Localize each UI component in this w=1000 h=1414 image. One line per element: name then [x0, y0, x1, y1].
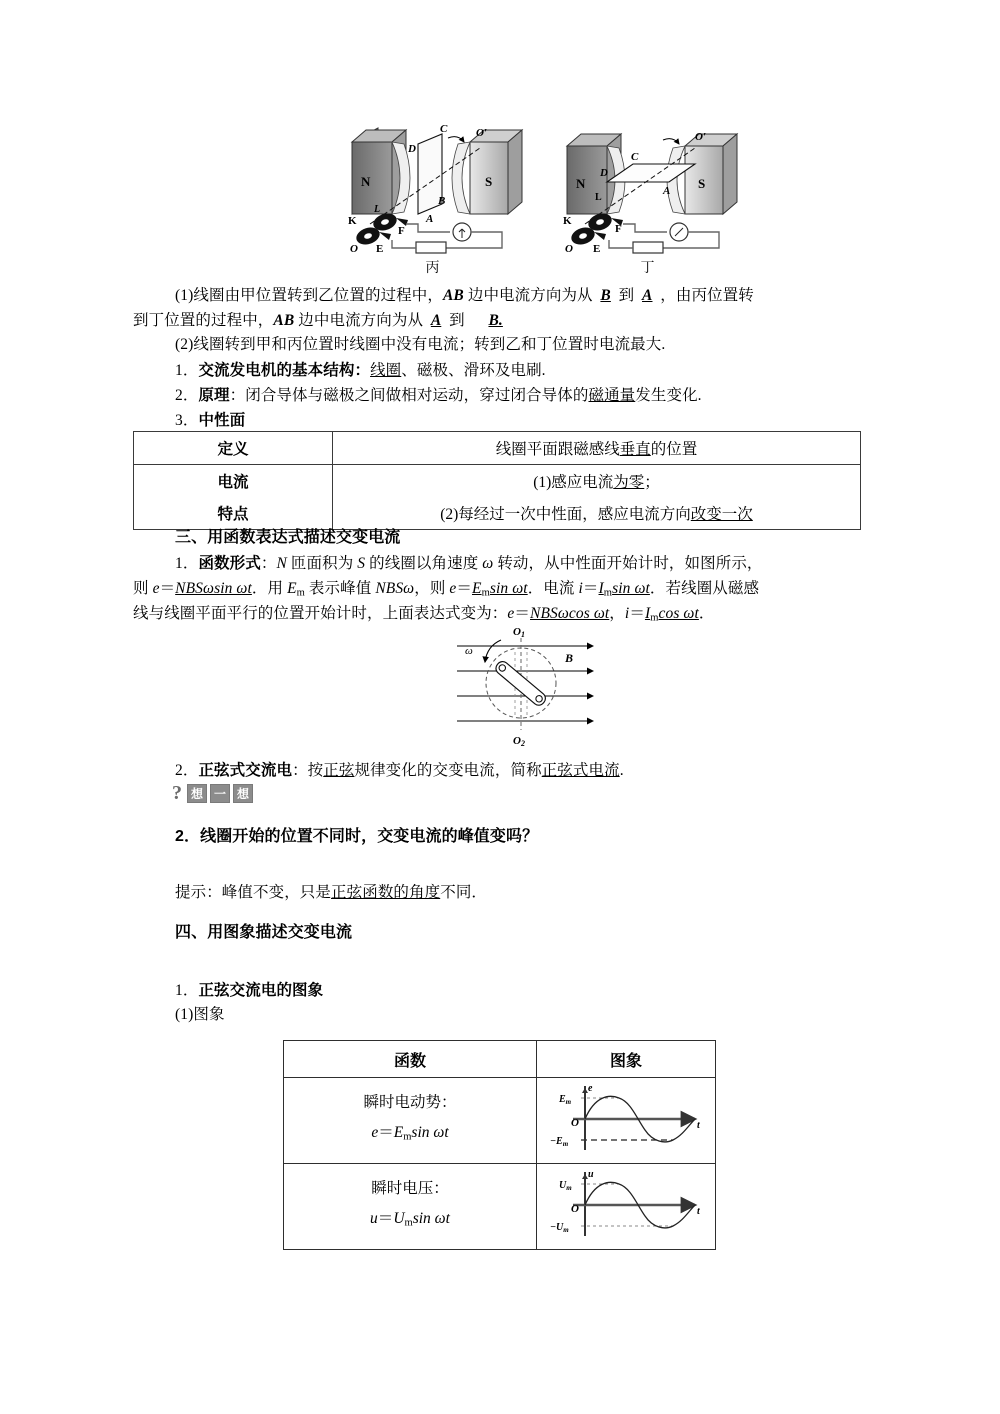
- paragraph-2: (2)线圈转到甲和丙位置时线圈中没有电流；转到乙和丁位置时电流最大.: [175, 336, 666, 353]
- think-question: 2．线圈开始的位置不同时，交变电流的峰值变吗？: [175, 828, 539, 845]
- feature1-text-b: ；: [644, 474, 660, 491]
- voltage-trough-label: $-U_m$: [550, 1222, 569, 1234]
- svg-text:N: N: [576, 176, 586, 191]
- gen-item3-label: 中性面: [198, 412, 246, 429]
- emf-amp: E: [393, 1124, 404, 1142]
- figure-ding-caption: 丁: [640, 259, 655, 275]
- sine-label: 正弦式交流电: [198, 762, 293, 779]
- s3-l2-expr1: NBSωsin ωt: [175, 580, 252, 597]
- s3-l2-e2: e: [449, 580, 457, 597]
- voltage-sub: m: [404, 1217, 413, 1229]
- answer-blank-1: B: [600, 287, 611, 304]
- s3-l2-expr2-head: E: [472, 580, 482, 597]
- table-row-feature-1: [134, 465, 861, 498]
- s3-l1-S: S: [357, 555, 366, 572]
- svg-text:C: C: [631, 151, 639, 163]
- header-graph: 图象: [537, 1041, 716, 1078]
- section-4-heading: 四、用图象描述交变电流: [175, 924, 353, 941]
- s3-l3-i: i: [624, 605, 630, 622]
- gen-item2-label: 原理: [198, 387, 230, 404]
- feature2-text-a: (2)每经过一次中性面，感应电流方向: [440, 506, 691, 523]
- cell-feature-value-2: [333, 497, 861, 530]
- voltage-tail: sin ωt: [412, 1210, 450, 1228]
- sine-answer-2: 正弦式电流: [541, 762, 620, 779]
- generator-item-1: [175, 358, 546, 383]
- p1-text-b: 边中电流方向为从: [463, 287, 593, 304]
- s3-l1-label: 函数形式: [198, 555, 261, 572]
- figure-ding: [545, 112, 750, 277]
- s4-item1-num: 1．: [175, 982, 199, 999]
- p1-l2-text-c: 到: [449, 312, 465, 329]
- s3-l3-comma: ，: [609, 605, 625, 622]
- generator-figures: [330, 112, 750, 277]
- feature1-answer: 为零: [613, 474, 645, 491]
- s3-l3-e: e: [507, 605, 515, 622]
- voltage-origin-label: O: [571, 1203, 579, 1215]
- svg-text:K: K: [348, 215, 357, 227]
- svg-text:O′: O′: [476, 127, 488, 139]
- s3-l1-b: 匝面积为: [286, 555, 358, 572]
- gen-item1-label: 交流发电机的基本结构：: [198, 362, 371, 379]
- s3-l3-expr1: NBSωcos ωt: [530, 605, 610, 622]
- sine-text-b: 规律变化的交变电流，简称: [354, 762, 542, 779]
- svg-text:B: B: [438, 195, 446, 207]
- think-badge: [172, 783, 253, 803]
- table-row-voltage: [284, 1164, 716, 1250]
- svg-text:C: C: [440, 123, 448, 135]
- def-text-a: 线圈平面跟磁感线: [495, 441, 620, 458]
- neutral-plane-table: [133, 431, 861, 530]
- voltage-x-axis-label: t: [697, 1206, 700, 1217]
- s3-l3-eq1: ＝: [514, 605, 530, 622]
- s3-l1-num: 1．: [175, 555, 199, 572]
- hint-text-a: 提示：峰值不变，只是: [175, 884, 332, 901]
- paragraph-1-line-2: [133, 308, 527, 333]
- s3-l3-eq2: ＝: [629, 605, 645, 622]
- gen-item2-text-b: 发生变化.: [635, 387, 702, 404]
- section-3-line-3: [133, 601, 715, 631]
- cell-emf-graph: [537, 1078, 716, 1164]
- hint-text-b: 不同．: [440, 884, 488, 901]
- emf-trough-label: $-E_m$: [550, 1136, 569, 1148]
- emf-eq: ＝: [378, 1124, 394, 1142]
- cell-feature-value-1: [333, 465, 861, 498]
- think-hint: [175, 880, 487, 905]
- p1-l2-text-b: 边中电流方向为从: [294, 312, 424, 329]
- s3-l2-NBSw: NBSω: [375, 580, 415, 597]
- s3-l1-N: N: [276, 555, 287, 572]
- voltage-formula: [285, 1204, 535, 1239]
- s3-l2-expr2-tail: sin ωt: [489, 580, 528, 597]
- coil-O2-label: O2: [513, 735, 525, 746]
- coil-rotation-svg: [443, 624, 623, 746]
- coil-rotation-figure: [443, 624, 623, 746]
- s3-l2-g: ．若线圈从磁感: [649, 580, 760, 597]
- figure-ding-svg: [545, 112, 750, 262]
- section-3-line-1: [175, 551, 763, 576]
- s3-l2-b: ．用: [251, 580, 288, 597]
- svg-text:D: D: [408, 143, 416, 155]
- coil-O1-label: O1: [513, 626, 525, 639]
- s3-l2-d: ，则: [414, 580, 450, 597]
- figure-bing-svg: [330, 112, 535, 262]
- svg-text:L: L: [595, 192, 602, 203]
- gen-item1-num: 1．: [175, 362, 199, 379]
- voltage-eq: ＝: [377, 1210, 394, 1228]
- section-4-item-2: (1)图象: [175, 1006, 225, 1023]
- sine-text-c: .: [619, 762, 624, 779]
- function-graph-table: [283, 1040, 716, 1250]
- emf-name: 瞬时电动势：: [363, 1094, 457, 1112]
- svg-text:N: N: [361, 174, 371, 189]
- emf-sub: m: [403, 1131, 412, 1143]
- voltage-y-axis-label: u: [588, 1169, 594, 1180]
- s3-l2-expr2-sub: m: [481, 587, 490, 599]
- emf-origin-label: O: [571, 1117, 579, 1129]
- generator-item-2: [175, 383, 702, 408]
- cell-emf-function: [284, 1078, 537, 1164]
- gen-item2-num: 2．: [175, 387, 199, 404]
- svg-text:O: O: [350, 243, 358, 255]
- def-text-b: 的位置: [650, 441, 698, 458]
- svg-text:K: K: [563, 215, 572, 227]
- s3-l2-eq3: ＝: [582, 580, 599, 597]
- think-cell-2: 一: [210, 784, 230, 803]
- sine-num: 2．: [175, 762, 199, 779]
- answer-blank-3: A: [430, 312, 442, 329]
- p1-l2-text-a: 到丁位置的过程中，: [133, 312, 274, 329]
- svg-text:D: D: [600, 167, 608, 179]
- table-row-emf: [284, 1078, 716, 1164]
- p1-ab-label: AB: [442, 287, 464, 304]
- emf-sine-graph: [537, 1078, 715, 1158]
- p1-l2-ab-label: AB: [273, 312, 295, 329]
- s3-l2-eq2: ＝: [456, 580, 472, 597]
- s3-l2-Em-sub: m: [296, 587, 305, 599]
- hint-answer: 正弦函数的角度: [331, 884, 441, 901]
- emf-peak-label: $E_m$: [559, 1094, 572, 1106]
- feature2-answer: 改变一次: [690, 506, 753, 523]
- cell-voltage-graph: [537, 1164, 716, 1250]
- svg-text:E: E: [376, 243, 384, 255]
- cell-definition-value: [333, 432, 861, 465]
- s3-l2-e: e: [152, 580, 160, 597]
- generator-item-3: [175, 408, 245, 433]
- svg-text:F: F: [398, 225, 405, 237]
- cell-feature-label-2: 特点: [134, 497, 333, 530]
- voltage-sine-graph: [537, 1164, 715, 1244]
- figure-bing: [330, 112, 535, 277]
- coil-B-label: B: [565, 651, 574, 665]
- sine-ac-line: [175, 758, 624, 783]
- svg-text:S: S: [485, 174, 493, 189]
- s3-l2-Em: E: [287, 580, 297, 597]
- s4-item1-label: 正弦交流电的图象: [198, 982, 324, 999]
- emf-x-axis-label: t: [697, 1120, 700, 1131]
- s3-l1-a: ：: [260, 555, 277, 572]
- sine-answer-1: 正弦: [323, 762, 355, 779]
- svg-text:E: E: [593, 243, 601, 255]
- svg-text:O′: O′: [695, 131, 707, 143]
- gen-item1-rest: 、磁极、滑环及电刷.: [401, 362, 546, 379]
- gen-item2-text-a: ：闭合导体与磁极之间做相对运动，穿过闭合导体的: [229, 387, 589, 404]
- svg-text:L: L: [374, 204, 381, 215]
- svg-text:A: A: [426, 213, 434, 225]
- think-cell-1: 想: [187, 784, 207, 803]
- cell-definition-label: 定义: [134, 432, 333, 465]
- s3-l2-expr3-head: I: [598, 580, 604, 597]
- table-header-row: [284, 1041, 716, 1078]
- def-answer: 垂直: [619, 441, 651, 458]
- voltage-var: u: [370, 1210, 378, 1228]
- emf-var: e: [371, 1124, 379, 1142]
- s3-l3-expr2-head: I: [644, 605, 651, 622]
- p1-text-d: ，由丙位置转: [660, 287, 754, 304]
- think-cell-3: 想: [233, 784, 253, 803]
- question-mark-icon: ?: [172, 782, 182, 804]
- svg-text:S: S: [698, 176, 706, 191]
- p1-text-a: (1)线圈由甲位置转到乙位置的过程中，: [175, 287, 443, 304]
- s3-l3-a: 线与线圈平面平行的位置开始计时，上面表达式变为：: [133, 605, 508, 622]
- header-function: 函数: [284, 1041, 537, 1078]
- cell-voltage-function: [284, 1164, 537, 1250]
- paragraph-1-line-1: [175, 283, 754, 308]
- s3-l2-expr3-tail: sin ωt: [612, 580, 650, 597]
- s3-l3-expr2-tail: cos ωt: [658, 605, 699, 622]
- voltage-name: 瞬时电压：: [371, 1180, 449, 1198]
- s3-l2-eq1: ＝: [159, 580, 176, 597]
- s3-l2-a: 则: [133, 580, 153, 597]
- emf-tail: sin ωt: [411, 1124, 449, 1142]
- section-3-heading: 三、用函数表达式描述交变电流: [175, 529, 401, 546]
- s3-l2-i: i: [578, 580, 583, 597]
- s3-l2-f: ．电流: [527, 580, 579, 597]
- s3-l1-omega: ω: [482, 555, 494, 572]
- answer-blank-2: A: [642, 287, 653, 304]
- table-row-definition: [134, 432, 861, 465]
- s3-l1-c: 的线圈以角速度: [365, 555, 483, 572]
- s3-l3-expr2-sub: m: [650, 612, 659, 624]
- svg-text:F: F: [615, 223, 622, 235]
- s3-l2-expr3-sub: m: [603, 587, 613, 599]
- s3-l1-d: 转动，从中性面开始计时，如图所示，: [493, 555, 763, 572]
- sine-text-a: ：按: [292, 762, 324, 779]
- emf-formula: [285, 1118, 535, 1153]
- answer-blank-4: B.: [488, 312, 503, 329]
- voltage-amp: U: [393, 1210, 405, 1228]
- s3-l3-period: ．: [698, 605, 715, 622]
- gen-item2-answer: 磁通量: [588, 387, 636, 404]
- figure-bing-caption: 丙: [425, 259, 440, 275]
- svg-text:O: O: [565, 243, 573, 255]
- svg-text:A: A: [663, 185, 671, 197]
- cell-feature-label-1: 电流: [134, 465, 333, 498]
- s3-l2-c: 表示峰值: [304, 580, 376, 597]
- gen-item3-num: 3．: [175, 412, 199, 429]
- coil-omega-label: ω: [465, 645, 473, 657]
- feature1-text-a: (1)感应电流: [533, 474, 614, 491]
- voltage-peak-label: $U_m$: [559, 1180, 572, 1192]
- emf-y-axis-label: e: [588, 1083, 593, 1094]
- p1-text-c: 到: [618, 287, 635, 304]
- section-4-item-1: [175, 978, 323, 1003]
- gen-item1-answer: 线圈: [370, 362, 402, 379]
